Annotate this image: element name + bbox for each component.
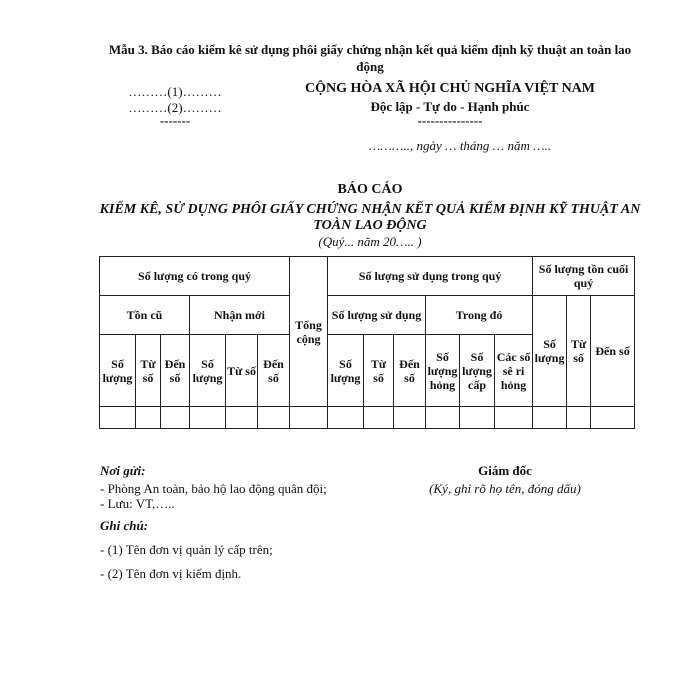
header-remaining-to: Đến số bbox=[591, 296, 635, 407]
header-old-stock: Tồn cũ bbox=[100, 296, 190, 335]
header-used-to: Đến số bbox=[394, 335, 426, 407]
table-cell[interactable] bbox=[567, 407, 591, 429]
table-cell[interactable] bbox=[460, 407, 495, 429]
table-cell[interactable] bbox=[426, 407, 460, 429]
table-cell[interactable] bbox=[328, 407, 364, 429]
report-subtitle: KIỂM KÊ, SỬ DỤNG PHÔI GIẤY CHỨNG NHẬN KẾT QUẢ KIỂM ĐỊNH KỸ THUẬT AN TOÀN LAO ĐỘNG bbox=[99, 202, 641, 233]
country-name: CỘNG HÒA XÃ HỘI CHỦ NGHĨA VIỆT NAM bbox=[304, 81, 595, 96]
report-heading: BÁO CÁO bbox=[337, 182, 403, 197]
notes-label: Ghi chú: bbox=[100, 518, 149, 533]
table-cell[interactable] bbox=[533, 407, 567, 429]
inspection-unit-line: ………(2)……… bbox=[128, 100, 222, 115]
inventory-table bbox=[99, 256, 635, 429]
table-cell[interactable] bbox=[290, 407, 328, 429]
table-cell[interactable] bbox=[161, 407, 190, 429]
table-row bbox=[100, 407, 635, 429]
header-old-to: Đến số bbox=[161, 335, 190, 407]
date-line: ……….., ngày … tháng … năm ….. bbox=[368, 138, 552, 153]
table-cell[interactable] bbox=[100, 407, 136, 429]
table-cell[interactable] bbox=[495, 407, 533, 429]
header-remaining-quantity: Số lượng bbox=[533, 296, 567, 407]
table-cell[interactable] bbox=[190, 407, 226, 429]
form-title: Mẫu 3. Báo cáo kiểm kê sử dụng phôi giấy chứng nhận kết quả kiểm định kỹ thuật an toàn lao động bbox=[108, 42, 632, 74]
header-quantity-used: Số lượng sử dụng trong quý bbox=[328, 257, 533, 296]
signer-title: Giám đốc bbox=[478, 463, 532, 478]
header-new-received: Nhận mới bbox=[190, 296, 290, 335]
header-used-from: Từ số bbox=[364, 335, 394, 407]
header-issued-count: Số lượng cấp bbox=[460, 335, 495, 407]
org-divider: ------- bbox=[159, 113, 191, 128]
recipient-item: - Lưu: VT,….. bbox=[100, 496, 175, 511]
note-item: - (1) Tên đơn vị quản lý cấp trên; bbox=[100, 542, 273, 557]
table-cell[interactable] bbox=[364, 407, 394, 429]
table-cell[interactable] bbox=[226, 407, 258, 429]
header-damaged-serials: Các số sê ri hỏng bbox=[495, 335, 533, 407]
header-used-count: Số lượng sử dụng bbox=[328, 296, 426, 335]
header-remaining-from: Từ số bbox=[567, 296, 591, 407]
report-title-block bbox=[90, 182, 650, 249]
header-old-quantity: Số lượng bbox=[100, 335, 136, 407]
header-new-from: Từ số bbox=[226, 335, 258, 407]
national-motto: Độc lập - Tự do - Hạnh phúc bbox=[370, 99, 530, 114]
header-total: Tổng cộng bbox=[290, 257, 328, 407]
note-item: - (2) Tên đơn vị kiểm định. bbox=[100, 566, 242, 581]
header-old-from: Từ số bbox=[136, 335, 161, 407]
recipient-item: - Phòng An toàn, bảo hộ lao động quân đội; bbox=[100, 481, 327, 496]
signer-note: (Ký, ghi rõ họ tên, đóng dấu) bbox=[429, 481, 581, 496]
superior-unit-line: ………(1)……… bbox=[128, 84, 222, 99]
table-cell[interactable] bbox=[258, 407, 290, 429]
header-quantity-in-quarter: Số lượng có trong quý bbox=[100, 257, 290, 296]
header-used-quantity: Số lượng bbox=[328, 335, 364, 407]
report-period: (Quý... năm 20….. ) bbox=[318, 234, 422, 249]
header-new-quantity: Số lượng bbox=[190, 335, 226, 407]
table-cell[interactable] bbox=[394, 407, 426, 429]
table-cell[interactable] bbox=[591, 407, 635, 429]
motto-divider: --------------- bbox=[417, 113, 483, 128]
header-of-which: Trong đó bbox=[426, 296, 533, 335]
header-quantity-remaining: Số lượng tồn cuối quý bbox=[533, 257, 635, 296]
table-cell[interactable] bbox=[136, 407, 161, 429]
header-new-to: Đến số bbox=[258, 335, 290, 407]
header-damaged-count: Số lượng hỏng bbox=[426, 335, 460, 407]
recipients-label: Nơi gửi: bbox=[100, 463, 146, 478]
